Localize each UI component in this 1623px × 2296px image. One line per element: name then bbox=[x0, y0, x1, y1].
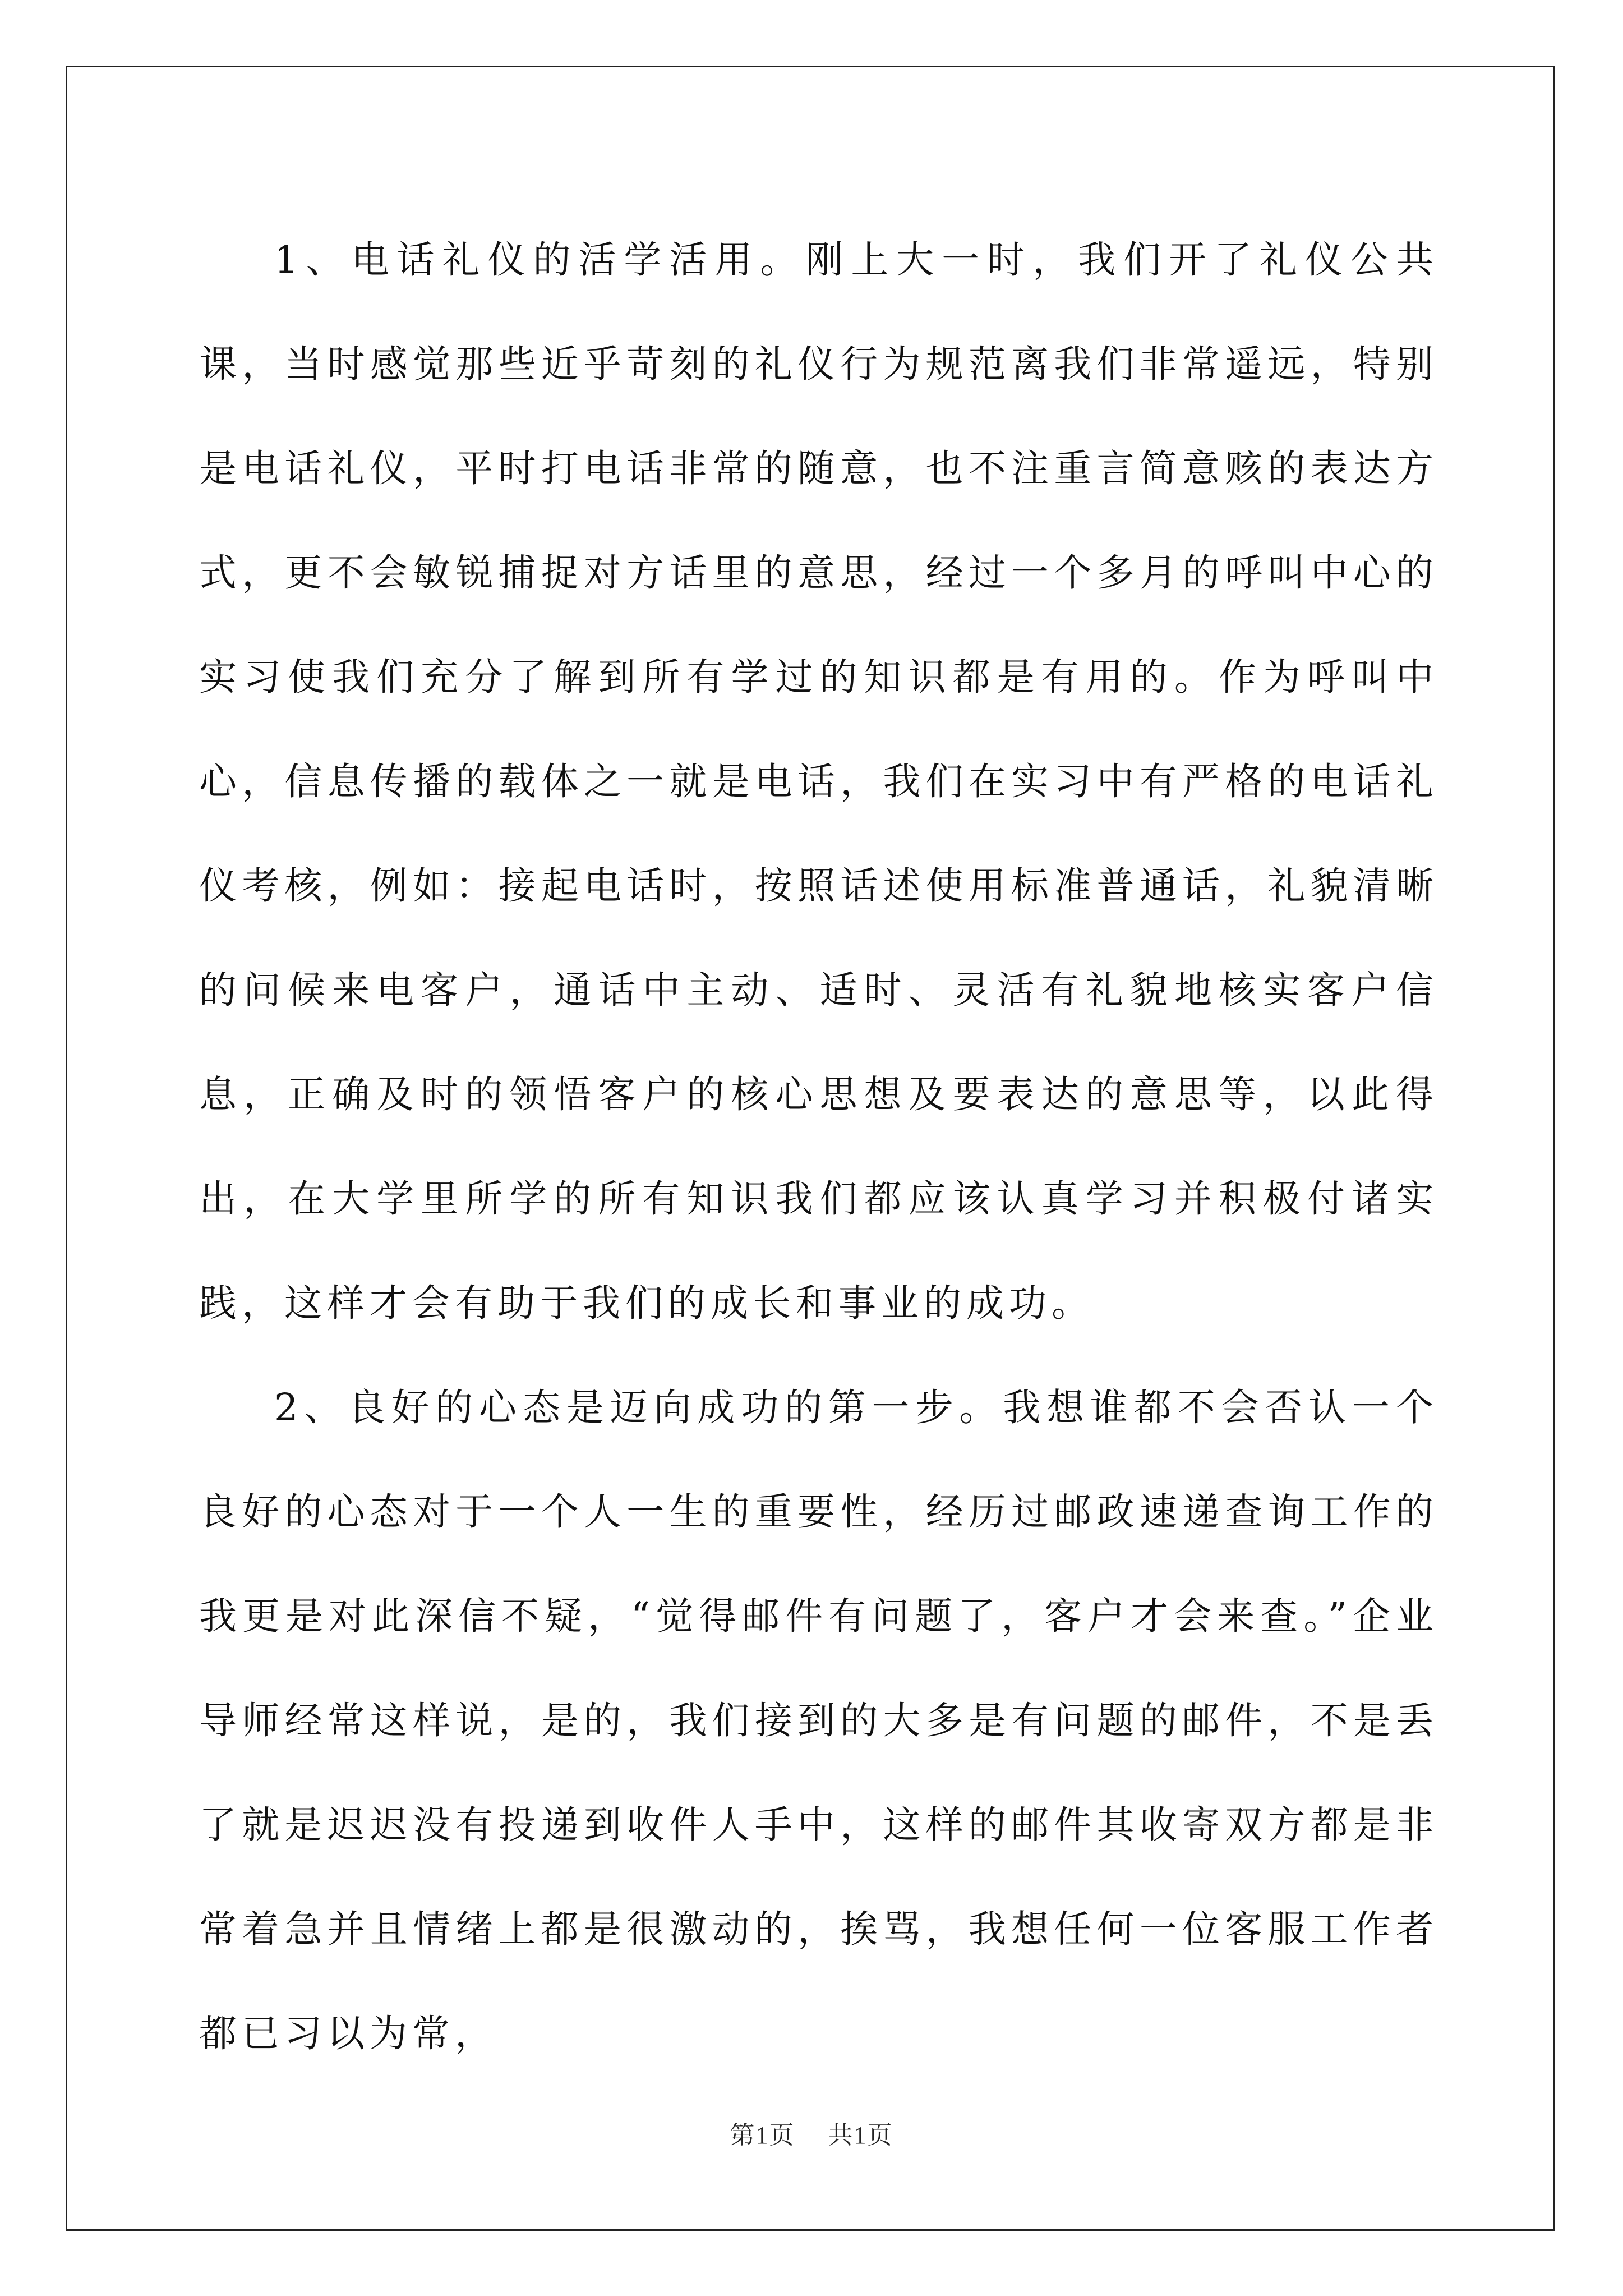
paragraph-1: 1、电话礼仪的活学活用。刚上大一时，我们开了礼仪公共课，当时感觉那些近乎苛刻的礼仪行为规范离我们非常遥远，特别是电话礼仪，平时打电话非常的随意，也不注重言简意赅的表达方式，更不会敏锐捕捉对方话里的意思，经过一个多月的呼叫中心的实习使我们充分了解到所有学过的知识都是有用的。作为呼叫中心，信息传播的载体之一就是电话，我们在实习中有严格的电话礼仪考核，例如：接起电话时，按照话述使用标准普通话，礼貌清晰的问候来电客户，通话中主动、适时、灵活有礼貌地核实客户信息，正确及时的领悟客户的核心思想及要表达的意思等，以此得出，在大学里所学的所有知识我们都应该认真学习并积极付诸实践，这样才会有助于我们的成长和事业的成功。 bbox=[199, 238, 1438, 1325]
page-number-current: 第1页 bbox=[730, 2122, 795, 2149]
document-body bbox=[199, 208, 1438, 2086]
page-footer bbox=[0, 2115, 1623, 2151]
page-number-total: 共1页 bbox=[828, 2122, 893, 2149]
paragraph-2: 2、良好的心态是迈向成功的第一步。我想谁都不会否认一个良好的心态对于一个人一生的重要性，经历过邮政速递查询工作的我更是对此深信不疑，“觉得邮件有问题了，客户才会来查。”企业导师经常这样说，是的，我们接到的大多是有问题的邮件，不是丢了就是迟迟没有投递到收件人手中，这样的邮件其收寄双方都是非常着急并且情绪上都是很激动的，挨骂，我想任何一位客服工作者都已习以为常， bbox=[199, 1386, 1438, 2055]
